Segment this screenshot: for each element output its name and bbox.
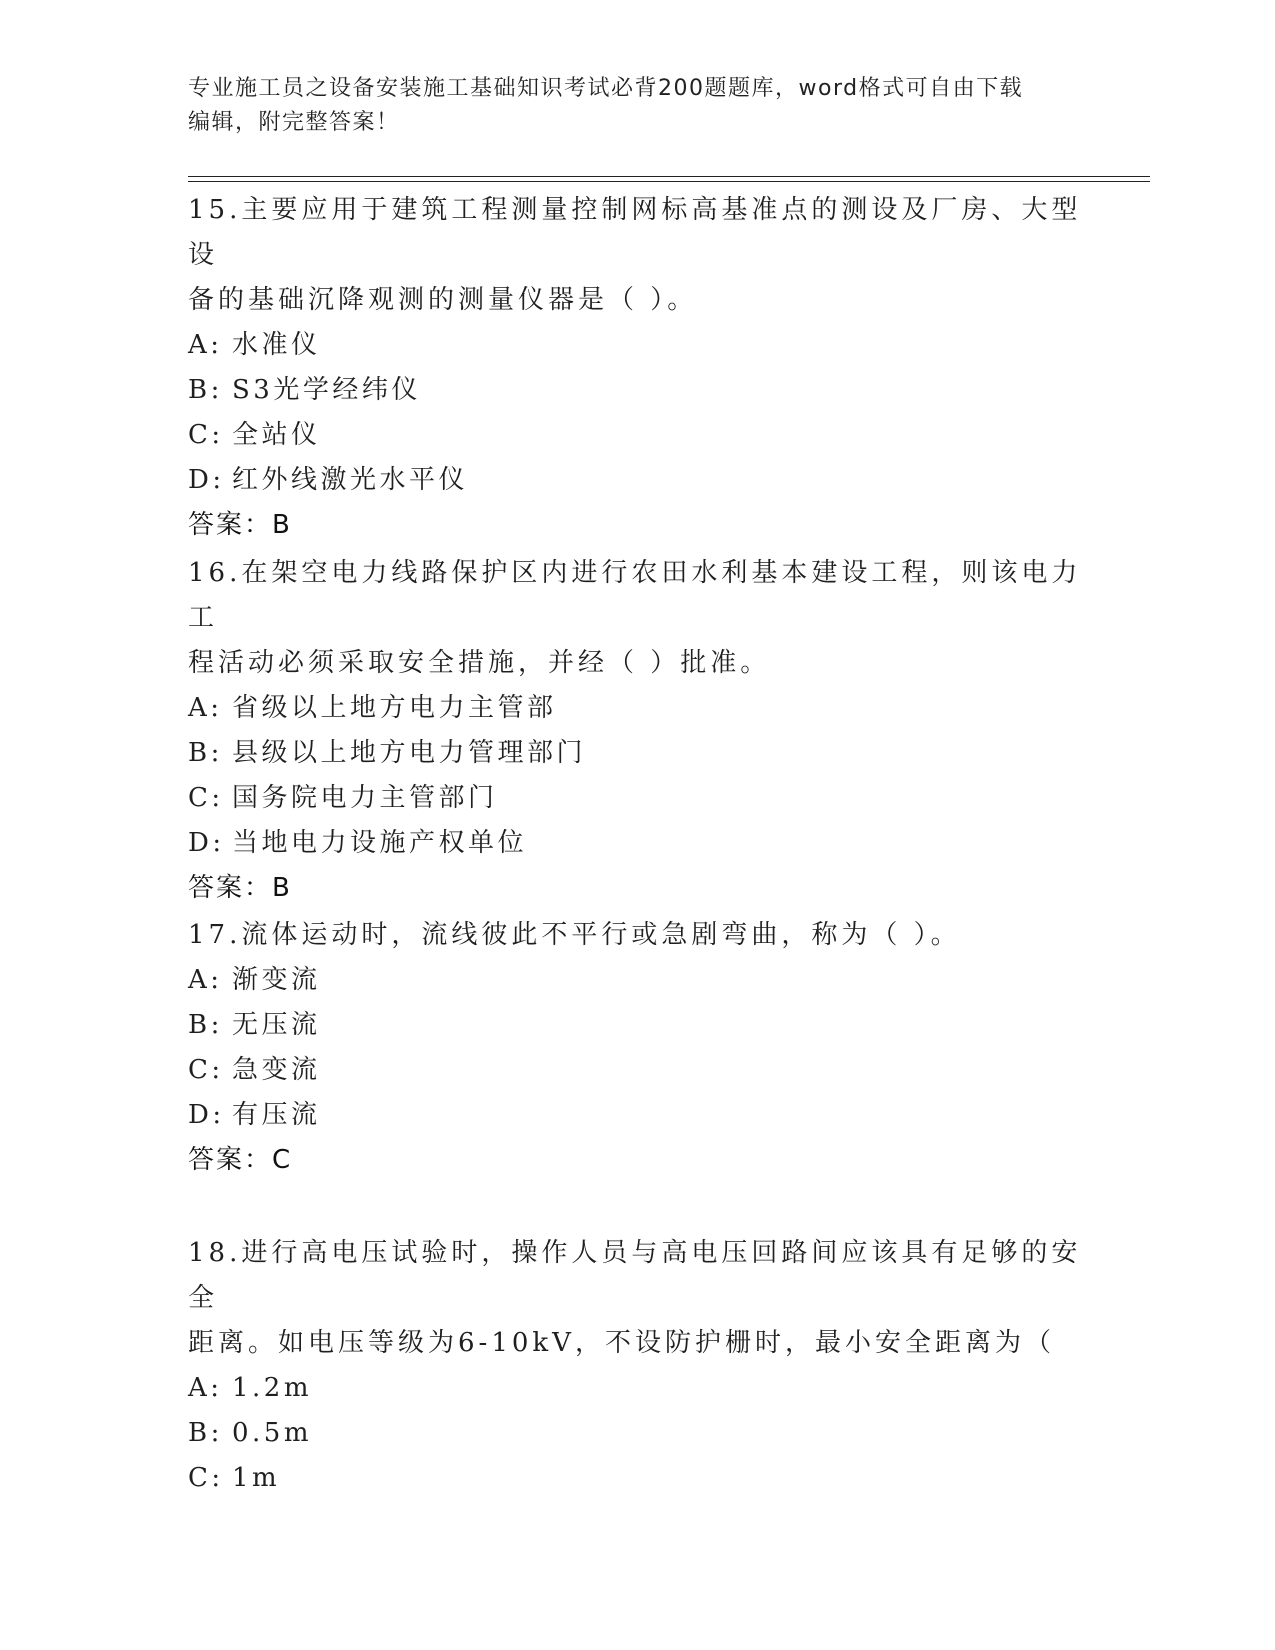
option-b [188, 731, 1088, 776]
option-text: S3光学经纬仪 [232, 375, 421, 405]
option-letter: C: [188, 420, 224, 450]
question-stem-line: 15.主要应用于建筑工程测量控制网标高基准点的测设及厂房、大型设 [188, 195, 1082, 270]
answer-line: 答案：C [188, 1145, 293, 1175]
header-divider-top [188, 176, 1150, 177]
question-stem-line: 16.在架空电力线路保护区内进行农田水利基本建设工程，则该电力工 [188, 558, 1082, 633]
document-header [188, 72, 1078, 140]
option-d [188, 458, 1088, 503]
option-text: 有压流 [232, 1100, 321, 1130]
option-letter: B: [188, 1010, 223, 1040]
question-18 [188, 1231, 1088, 1501]
option-c [188, 413, 1088, 458]
option-text: 急变流 [232, 1055, 321, 1085]
question-stem-line: 距离。如电压等级为6-10kV，不设防护栅时，最小安全距离为（ [188, 1328, 1055, 1358]
option-letter: D: [188, 465, 225, 495]
option-c [188, 776, 1088, 821]
question-stem-line: 17.流体运动时，流线彼此不平行或急剧弯曲，称为（ ）。 [188, 920, 961, 950]
option-letter: C: [188, 783, 224, 813]
option-a [188, 958, 1088, 1003]
option-b [188, 368, 1088, 413]
header-divider-bottom [188, 181, 1150, 182]
question-stem-line: 18.进行高电压试验时，操作人员与高电压回路间应该具有足够的安全 [188, 1238, 1082, 1313]
option-text: 0.5m [232, 1418, 313, 1448]
option-b [188, 1003, 1088, 1048]
option-a [188, 1366, 1088, 1411]
option-letter: B: [188, 1418, 223, 1448]
option-letter: B: [188, 375, 223, 405]
option-letter: A: [188, 693, 223, 723]
option-letter: B: [188, 738, 223, 768]
question-15 [188, 188, 1088, 548]
answer-line: 答案：B [188, 873, 292, 903]
option-text: 全站仪 [232, 420, 321, 450]
header-line-2: 编辑，附完整答案！ [188, 110, 400, 135]
option-letter: A: [188, 965, 223, 995]
option-d [188, 821, 1088, 866]
option-letter: C: [188, 1055, 224, 1085]
option-text: 国务院电力主管部门 [232, 783, 498, 813]
option-letter: D: [188, 1100, 225, 1130]
option-b [188, 1411, 1088, 1456]
question-stem-line: 程活动必须采取安全措施，并经（ ）批准。 [188, 648, 771, 678]
answer-line: 答案：B [188, 510, 292, 540]
question-stem-line: 备的基础沉降观测的测量仪器是（ ）。 [188, 285, 698, 315]
option-text: 水准仪 [232, 330, 321, 360]
option-text: 1m [232, 1463, 281, 1493]
option-letter: C: [188, 1463, 224, 1493]
question-17 [188, 913, 1088, 1183]
header-line-1: 专业施工员之设备安装施工基础知识考试必背200题题库，word格式可自由下载 [188, 76, 1024, 101]
option-d [188, 1093, 1088, 1138]
option-a [188, 686, 1088, 731]
option-text: 无压流 [232, 1010, 321, 1040]
option-text: 县级以上地方电力管理部门 [232, 738, 587, 768]
option-letter: D: [188, 828, 225, 858]
option-text: 当地电力设施产权单位 [232, 828, 528, 858]
option-c [188, 1456, 1088, 1501]
option-text: 1.2m [232, 1373, 313, 1403]
option-text: 渐变流 [232, 965, 321, 995]
option-text: 省级以上地方电力主管部 [232, 693, 557, 723]
question-16 [188, 551, 1088, 911]
option-letter: A: [188, 330, 223, 360]
option-letter: A: [188, 1373, 223, 1403]
option-text: 红外线激光水平仪 [232, 465, 469, 495]
option-a [188, 323, 1088, 368]
option-c [188, 1048, 1088, 1093]
